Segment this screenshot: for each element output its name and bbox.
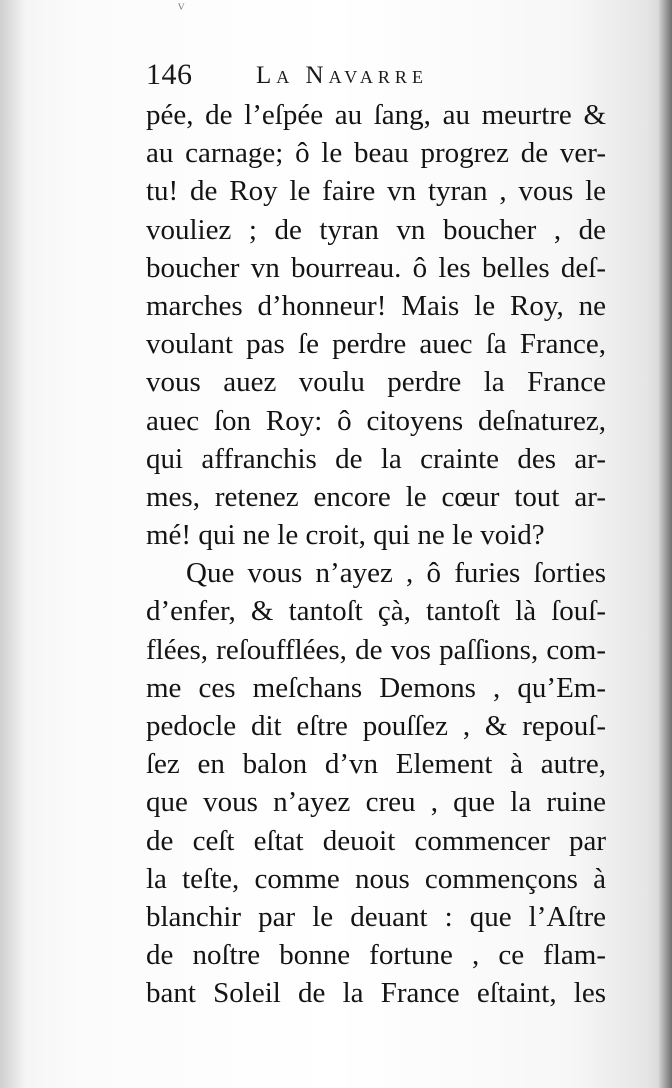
text-line: tu! de Roy le faire vn tyran , vous le [146,175,606,208]
text-line: qui affranchis de la crainte des ar- [146,442,606,475]
page-number: 146 [146,58,193,91]
text-line: blanchir par le deuant : que l’Aſtre [146,900,606,933]
text-line: vous auez voulu perdre la France [146,366,606,399]
text-line: ſez en balon d’vn Element à autre, [146,748,606,781]
text-line: Que vous n’ayez , ô furies ſorties [186,557,606,590]
text-line: pée, de l’eſpée au ſang, au meurtre & [146,99,606,131]
text-line: pedocle dit eſtre pouſſez , & repouſ- [146,710,606,742]
text-line: bant Soleil de la France eſtaint, les [146,977,606,1010]
text-line: au carnage; ô le beau progrez de ver- [146,137,606,170]
top-mark: ⱽ [178,2,185,18]
text-line: vouliez ; de tyran vn boucher , de [146,213,606,246]
running-title: La Navarre [256,62,428,89]
text-line: mes, retenez encore le cœur tout ar- [146,480,606,513]
text-line: marches d’honneur! Mais le Roy, ne [146,289,606,322]
text-line: la teſte, comme nous commençons à [146,862,606,895]
page-edge-shadow [658,0,672,1088]
text-line: voulant pas ſe perdre auec ſa France, [146,328,606,361]
paragraph-1 [146,96,606,554]
text-line: flées, reſoufflées, de vos paſſions, com- [146,633,606,666]
text-line: d’enfer, & tantoſt çà, tantoſt là ſouſ- [146,595,606,628]
text-line: de ceſt eſtat deuoit commencer par [146,824,606,857]
text-line: boucher vn bourreau. ô les belles deſ- [146,251,606,284]
paragraph-2 [146,554,606,1012]
text-line: mé! qui ne le croit, qui ne le void? [146,519,545,552]
running-head [146,58,616,98]
text-line: auec ſon Roy: ô citoyens deſnaturez, [146,404,606,437]
text-line: que vous n’ayez creu , que la ruine [146,786,606,819]
text-line: de noſtre bonne fortune , ce flam- [146,939,606,972]
body-text [146,96,606,1013]
text-line: me ces meſchans Demons , qu’Em- [146,671,606,704]
